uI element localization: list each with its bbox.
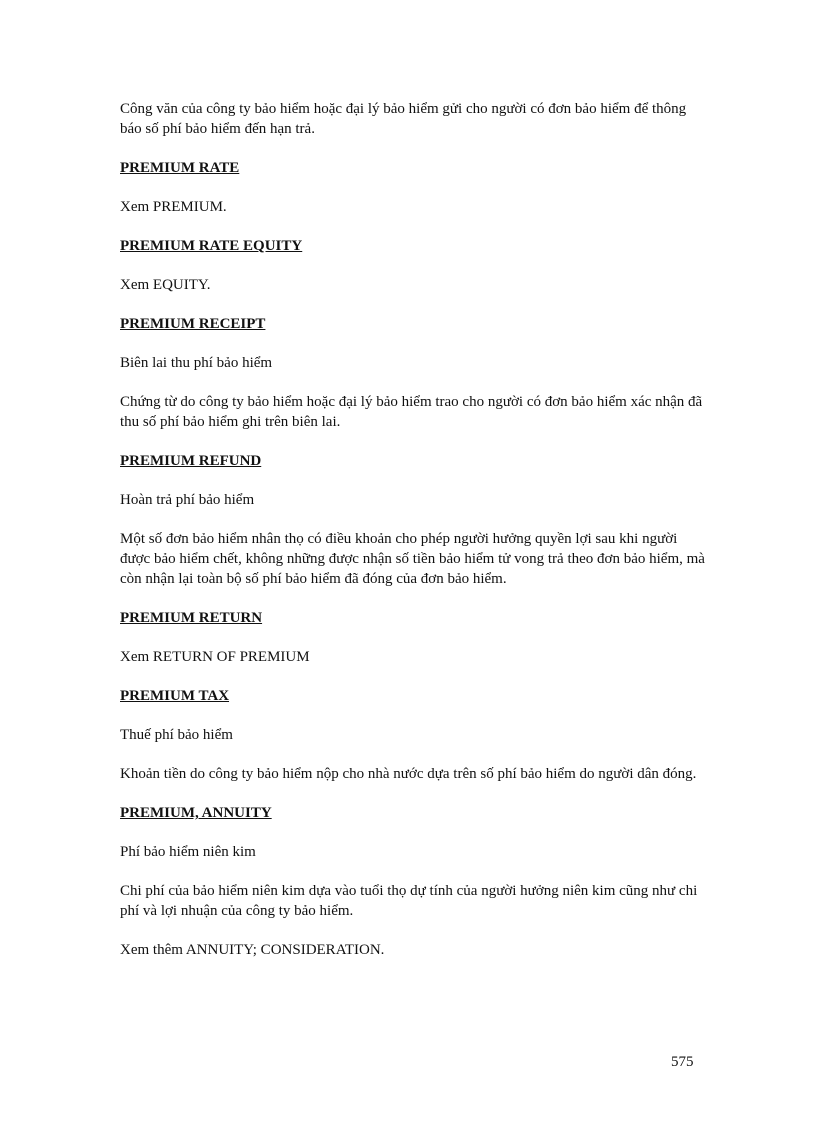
definition-paragraph: Xem EQUITY.	[120, 277, 211, 293]
definition-paragraph: Xem RETURN OF PREMIUM	[120, 649, 310, 665]
definition-paragraph: Thuế phí bảo hiểm	[120, 727, 233, 743]
definition-paragraph: Chi phí của bảo hiểm niên kim dựa vào tuổi thọ dự tính của người hưởng niên kim cũng như chi phí và lợi nhuận của công ty bảo hiểm.	[120, 883, 698, 919]
term-heading: PREMIUM, ANNUITY	[120, 805, 272, 821]
definition-paragraph: Chứng từ do công ty bảo hiểm hoặc đại lý bảo hiểm trao cho người có đơn bảo hiểm xác nhận đã thu số phí bảo hiểm ghi trên biên lai.	[120, 394, 703, 430]
document-body	[120, 99, 710, 979]
term-heading: PREMIUM RECEIPT	[120, 316, 266, 332]
term-heading: PREMIUM RATE	[120, 160, 240, 176]
term-heading: PREMIUM TAX	[120, 688, 230, 704]
definition-paragraph: Xem thêm ANNUITY; CONSIDERATION.	[120, 942, 385, 958]
definition-paragraph: Hoàn trả phí bảo hiểm	[120, 492, 255, 508]
term-heading: PREMIUM RATE EQUITY	[120, 238, 303, 254]
definition-paragraph: Một số đơn bảo hiểm nhân thọ có điều khoản cho phép người hưởng quyền lợi sau khi người được bảo hiểm chết, không những được nhận số tiền bảo hiểm tử vong trả theo đơn bảo hiểm, mà còn nhận lại toàn bộ số phí bảo hiểm đã đóng của đơn bảo hiểm.	[120, 531, 705, 587]
term-heading: PREMIUM RETURN	[120, 610, 263, 626]
definition-paragraph: Biên lai thu phí bảo hiểm	[120, 355, 273, 371]
definition-paragraph: Xem PREMIUM.	[120, 199, 227, 215]
intro-paragraph: Công văn của công ty bảo hiểm hoặc đại lý bảo hiểm gửi cho người có đơn bảo hiểm để thông báo số phí bảo hiểm đến hạn trả.	[120, 101, 687, 137]
page-number: 575	[671, 1054, 694, 1070]
term-heading: PREMIUM REFUND	[120, 453, 262, 469]
definition-paragraph: Phí bảo hiểm niên kim	[120, 844, 256, 860]
definition-paragraph: Khoản tiền do công ty bảo hiểm nộp cho nhà nước dựa trên số phí bảo hiểm do người dân đóng.	[120, 766, 697, 782]
